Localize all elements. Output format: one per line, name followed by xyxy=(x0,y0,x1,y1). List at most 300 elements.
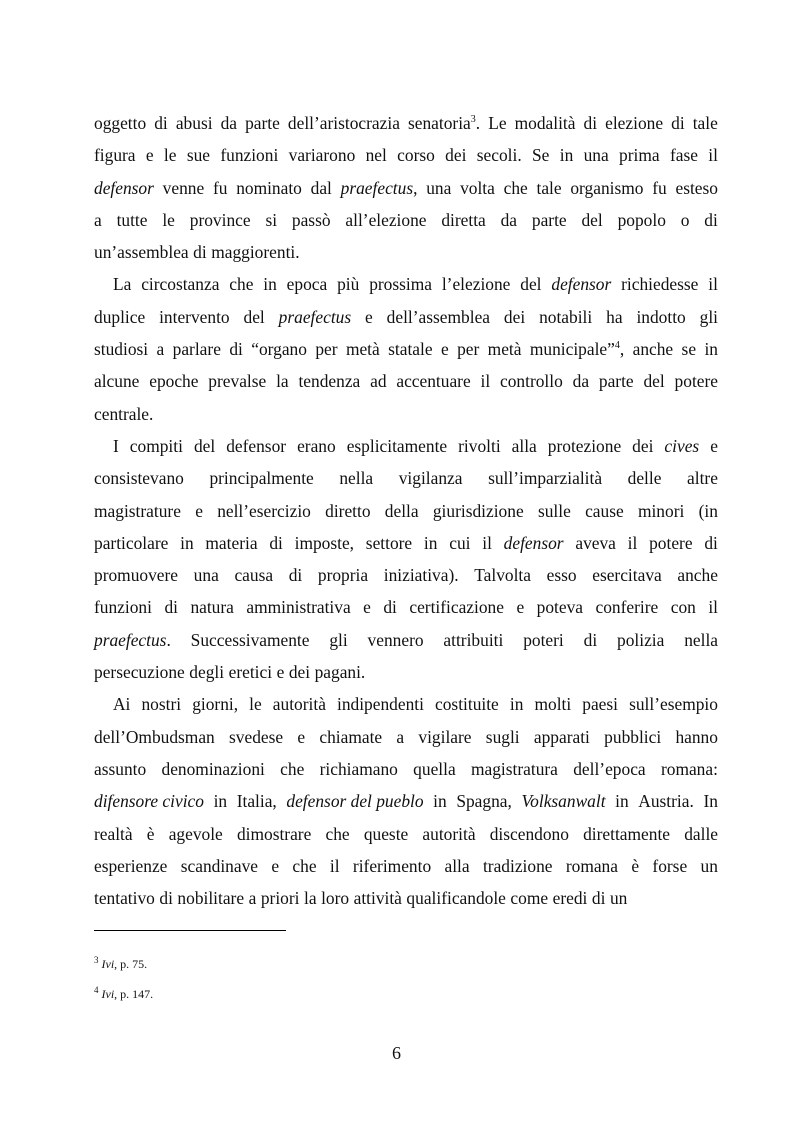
word: il xyxy=(480,371,491,392)
word: circostanza xyxy=(141,274,220,295)
word: eretici xyxy=(228,662,273,683)
word: consistevano xyxy=(94,468,184,489)
text-line xyxy=(94,139,718,171)
word: di xyxy=(288,565,303,586)
word: tale xyxy=(692,113,718,133)
word: epoche xyxy=(149,371,199,392)
word: di xyxy=(583,629,598,650)
word: dell’epoca xyxy=(573,758,646,779)
body-text xyxy=(94,107,718,914)
word: attribuiti xyxy=(443,629,504,650)
word: le xyxy=(162,209,175,230)
word: “organo xyxy=(251,339,307,360)
footnote-text: , p. 147. xyxy=(114,987,154,1001)
word: protezione xyxy=(547,435,622,456)
word: modalità xyxy=(514,113,576,133)
word: del xyxy=(520,274,542,295)
word: forse xyxy=(652,855,688,876)
word: dei xyxy=(445,145,467,166)
word: defensor xyxy=(226,435,287,456)
word: gli xyxy=(699,306,718,327)
word: di xyxy=(583,113,598,133)
word: queste xyxy=(363,823,409,844)
word: romana xyxy=(565,855,618,876)
word: esercitava xyxy=(592,565,662,586)
word: a xyxy=(94,209,102,230)
word: è xyxy=(146,823,155,844)
word: oggetto xyxy=(94,113,147,133)
page-number: 6 xyxy=(392,1043,401,1063)
word: se xyxy=(681,339,697,360)
word: a xyxy=(156,339,165,360)
word: dimostrare xyxy=(236,823,312,844)
word: sugli xyxy=(485,726,520,747)
footnote-number: 3 xyxy=(94,955,99,965)
word: parte xyxy=(598,371,634,392)
word: in xyxy=(509,694,524,715)
word: prossima xyxy=(369,274,432,295)
word: epoca xyxy=(286,274,328,295)
word: amministrativa xyxy=(246,597,351,618)
word: nostri xyxy=(141,694,182,715)
text-line xyxy=(94,236,718,268)
word: aveva xyxy=(575,532,616,553)
word: e xyxy=(365,306,373,327)
word: una xyxy=(426,177,452,198)
text-line xyxy=(94,333,718,365)
word: elezione xyxy=(605,113,664,133)
word: diretto xyxy=(325,500,371,521)
word: hanno xyxy=(675,726,718,747)
word: e xyxy=(195,500,203,521)
word: e xyxy=(297,726,306,747)
word: alla xyxy=(511,435,537,456)
word: del xyxy=(193,435,216,456)
word: parlare xyxy=(172,339,221,360)
word: in xyxy=(615,791,629,812)
word: che xyxy=(280,758,305,779)
word: Successivamente xyxy=(190,629,310,650)
word: che xyxy=(325,823,350,844)
word: fu xyxy=(212,177,228,198)
text-line xyxy=(94,365,718,397)
word: all’elezione xyxy=(345,209,427,230)
word: minori xyxy=(637,500,685,521)
word: come xyxy=(510,888,549,909)
word: dell’Ombudsman xyxy=(94,726,215,747)
word: centrale. xyxy=(94,403,154,424)
word: passò xyxy=(291,209,331,230)
word: della xyxy=(384,500,419,521)
word: la xyxy=(276,371,289,392)
text-line xyxy=(94,462,718,494)
word: difensore civico xyxy=(94,791,204,812)
word: variarono xyxy=(288,145,356,166)
word: che xyxy=(503,177,528,198)
word: di xyxy=(704,532,718,553)
word: in xyxy=(213,791,228,812)
word: iniziativa). xyxy=(383,565,459,586)
word: Austria. xyxy=(638,791,694,812)
word: fu xyxy=(652,177,667,198)
word: sue xyxy=(186,145,210,166)
word: dei xyxy=(288,662,311,683)
word: richiamano xyxy=(319,758,398,779)
word: Se xyxy=(532,145,550,166)
word: l’elezione xyxy=(441,274,511,295)
word: anche xyxy=(632,339,674,360)
word: una xyxy=(193,565,219,586)
word: di xyxy=(671,113,685,133)
word: romana: xyxy=(660,758,718,779)
word: in xyxy=(559,145,574,166)
word: parte xyxy=(531,209,567,230)
footnote-source: Ivi xyxy=(101,987,115,1001)
word: nel xyxy=(365,145,387,166)
word: province xyxy=(189,209,251,230)
word: scandinave xyxy=(180,855,258,876)
footnote-separator xyxy=(94,930,286,931)
word: sull’imparzialità xyxy=(488,468,603,489)
word: da xyxy=(500,209,518,230)
word: attività xyxy=(353,888,402,909)
word: realtà xyxy=(94,823,133,844)
word: paesi xyxy=(582,694,618,715)
word: il xyxy=(708,145,718,166)
word: metà xyxy=(487,339,522,360)
word: Le xyxy=(488,113,507,133)
word: a xyxy=(248,888,257,909)
word: più xyxy=(337,274,360,295)
word: praefectus. xyxy=(94,629,171,650)
word: qualificandole xyxy=(406,888,506,909)
paragraph xyxy=(94,107,718,268)
word: di xyxy=(383,597,397,618)
word: di xyxy=(159,888,173,909)
word: certificazione xyxy=(409,597,504,618)
footnote-text: , p. 75. xyxy=(114,957,148,971)
word: discendono xyxy=(489,823,569,844)
word: alcune xyxy=(94,371,140,392)
word: indipendenti xyxy=(337,694,424,715)
word: di xyxy=(154,113,168,133)
word: (in xyxy=(698,500,718,521)
word: cause xyxy=(585,500,624,521)
word: riferimento xyxy=(352,855,432,876)
word: e xyxy=(363,597,371,618)
word: o xyxy=(680,209,690,230)
text-line xyxy=(94,882,718,914)
word: delle xyxy=(627,468,662,489)
word: nell’esercizio xyxy=(217,500,311,521)
footnote-ref: 3 xyxy=(470,114,476,125)
word: intervento xyxy=(159,306,230,327)
text-line xyxy=(94,624,718,656)
word: erano xyxy=(297,435,336,456)
word: propria xyxy=(317,565,369,586)
word: esso xyxy=(546,565,577,586)
word: dal xyxy=(310,177,332,198)
word: le xyxy=(249,694,262,715)
word: esperienze xyxy=(94,855,168,876)
word: richiedesse xyxy=(621,274,699,295)
word: diretta xyxy=(441,209,486,230)
word: il xyxy=(627,532,638,553)
word: causa xyxy=(234,565,274,586)
word: maggiorenti. xyxy=(211,242,300,263)
word: duplice xyxy=(94,306,146,327)
word: Volksanwalt xyxy=(521,791,606,812)
word: degli xyxy=(189,662,225,683)
text-line xyxy=(94,268,718,300)
word: venne xyxy=(162,177,205,198)
word: dell’aristocrazia xyxy=(287,113,400,133)
word: e xyxy=(271,855,280,876)
word: autorità xyxy=(422,823,476,844)
text-line xyxy=(94,818,718,850)
page-body xyxy=(94,107,718,914)
word: nella xyxy=(339,468,374,489)
word: a xyxy=(396,726,405,747)
word: corso xyxy=(397,145,435,166)
word: alla xyxy=(444,855,470,876)
word: il xyxy=(708,597,718,618)
word: imposte, xyxy=(294,532,355,553)
paragraph xyxy=(94,688,718,914)
text-line xyxy=(94,688,718,720)
word: esteso xyxy=(675,177,718,198)
word: natura xyxy=(190,597,234,618)
paragraph xyxy=(94,430,718,688)
word: in xyxy=(433,791,447,812)
footnote-3 xyxy=(94,956,147,972)
word: nobilitare xyxy=(177,888,245,909)
word: senatoria$^3$. xyxy=(408,113,481,133)
word: per xyxy=(315,339,338,360)
word: praefectus, xyxy=(340,177,418,198)
word: denominazioni xyxy=(161,758,265,779)
word: statale xyxy=(388,339,433,360)
word: di xyxy=(229,339,243,360)
word: cives xyxy=(664,435,700,456)
word: chiamate xyxy=(319,726,383,747)
word: parte xyxy=(245,113,280,133)
word: giorni, xyxy=(192,694,239,715)
word: volta xyxy=(460,177,495,198)
word: abusi xyxy=(175,113,213,133)
word: il xyxy=(708,274,718,295)
word: si xyxy=(265,209,278,230)
text-line xyxy=(94,591,718,623)
word: dei xyxy=(503,306,526,327)
word: Spagna, xyxy=(456,791,512,812)
word: funzioni xyxy=(94,597,152,618)
word: in xyxy=(423,532,438,553)
word: sull’esempio xyxy=(629,694,718,715)
word: defensor xyxy=(503,532,564,553)
word: settore xyxy=(365,532,413,553)
footnote-source: Ivi xyxy=(101,957,115,971)
word: esplicitamente xyxy=(346,435,448,456)
word: dalle xyxy=(684,823,718,844)
word: apparati xyxy=(533,726,590,747)
word: magistrature xyxy=(94,500,181,521)
word: figura xyxy=(94,145,136,166)
word: il xyxy=(482,532,492,553)
word: ad xyxy=(370,371,387,392)
word: loro xyxy=(321,888,350,909)
word: le xyxy=(163,145,177,166)
word: in xyxy=(180,532,194,553)
word: in xyxy=(704,339,718,360)
word: dell’assemblea xyxy=(386,306,491,327)
word: praefectus xyxy=(278,306,352,327)
word: di xyxy=(591,888,606,909)
word: vigilare xyxy=(418,726,472,747)
word: popolo xyxy=(617,209,666,230)
word: in xyxy=(263,274,277,295)
word: notabili xyxy=(539,306,593,327)
word: defensor del pueblo xyxy=(286,791,424,812)
text-line xyxy=(94,527,718,559)
footnote-number: 4 xyxy=(94,985,99,995)
word: assunto xyxy=(94,758,147,779)
word: la xyxy=(304,888,317,909)
word: agevole xyxy=(168,823,223,844)
word: indotto xyxy=(636,306,686,327)
word: quella xyxy=(413,758,456,779)
word: prima xyxy=(619,145,660,166)
word: del xyxy=(643,371,665,392)
word: e xyxy=(145,145,154,166)
word: Italia, xyxy=(236,791,277,812)
word: Talvolta xyxy=(474,565,531,586)
text-line xyxy=(94,107,718,139)
word: e xyxy=(440,339,449,360)
word: giurisdizione xyxy=(432,500,524,521)
word: materia xyxy=(205,532,258,553)
text-line xyxy=(94,172,718,204)
word: secoli. xyxy=(476,145,522,166)
word: e xyxy=(276,662,285,683)
word: che xyxy=(229,274,254,295)
word: cui xyxy=(449,532,471,553)
word: conferire xyxy=(595,597,659,618)
word: con xyxy=(670,597,696,618)
word: per xyxy=(457,339,480,360)
text-line xyxy=(94,656,718,688)
word: polizia xyxy=(617,629,665,650)
word: tentativo xyxy=(94,888,155,909)
word: potere xyxy=(649,532,693,553)
word: metà xyxy=(345,339,380,360)
word: compiti xyxy=(129,435,183,456)
word: La xyxy=(113,274,132,295)
word: un’assemblea xyxy=(94,242,189,263)
word: poteva xyxy=(536,597,584,618)
word: persecuzione xyxy=(94,662,185,683)
word: particolare xyxy=(94,532,169,553)
text-line xyxy=(94,850,718,882)
word: accentuare xyxy=(396,371,471,392)
word: promuovere xyxy=(94,565,179,586)
word: del xyxy=(581,209,603,230)
word: e xyxy=(710,435,718,456)
word: vigilanza xyxy=(398,468,463,489)
word: gli xyxy=(329,629,348,650)
text-line xyxy=(94,398,718,430)
text-line xyxy=(94,204,718,236)
word: pubblici xyxy=(604,726,662,747)
word: funzioni xyxy=(220,145,279,166)
word: fase xyxy=(669,145,698,166)
text-line xyxy=(94,785,718,817)
word: controllo xyxy=(500,371,563,392)
word: vennero xyxy=(367,629,424,650)
word: poteri xyxy=(523,629,564,650)
word: e xyxy=(516,597,525,618)
word: altre xyxy=(687,468,718,489)
word: del xyxy=(243,306,265,327)
word: magistratura xyxy=(470,758,558,779)
word: eredi xyxy=(552,888,588,909)
word: da xyxy=(572,371,590,392)
word: di xyxy=(269,532,283,553)
word: Ai xyxy=(113,694,131,715)
word: costituite xyxy=(435,694,499,715)
word: è xyxy=(631,855,640,876)
word: I xyxy=(113,435,119,456)
word: da xyxy=(220,113,238,133)
word: che xyxy=(292,855,317,876)
word: dei xyxy=(632,435,654,456)
word: nominato xyxy=(236,177,302,198)
word: tendenza xyxy=(298,371,361,392)
word: defensor xyxy=(94,177,154,198)
text-line xyxy=(94,495,718,527)
word: di xyxy=(704,209,718,230)
word: prevalse xyxy=(208,371,267,392)
paragraph xyxy=(94,268,718,429)
word: un xyxy=(609,888,628,909)
text-line xyxy=(94,753,718,785)
word: molti xyxy=(534,694,572,715)
word: organismo xyxy=(570,177,644,198)
word: rivolti xyxy=(458,435,501,456)
word: di xyxy=(193,242,207,263)
word: svedese xyxy=(229,726,284,747)
word: direttamente xyxy=(583,823,671,844)
text-line xyxy=(94,301,718,333)
word: tutte xyxy=(116,209,148,230)
word: un xyxy=(700,855,718,876)
text-line xyxy=(94,559,718,591)
word: municipale”$^4$, xyxy=(529,339,625,360)
word: anche xyxy=(677,565,718,586)
word: tradizione xyxy=(482,855,553,876)
word: di xyxy=(164,597,178,618)
footnote-4 xyxy=(94,986,153,1002)
text-line xyxy=(94,721,718,753)
word: tale xyxy=(536,177,562,198)
word: autorità xyxy=(272,694,326,715)
word: il xyxy=(329,855,340,876)
word: priori xyxy=(260,888,300,909)
word: una xyxy=(583,145,609,166)
word: studiosi xyxy=(94,339,149,360)
word: principalmente xyxy=(209,468,314,489)
text-line xyxy=(94,430,718,462)
